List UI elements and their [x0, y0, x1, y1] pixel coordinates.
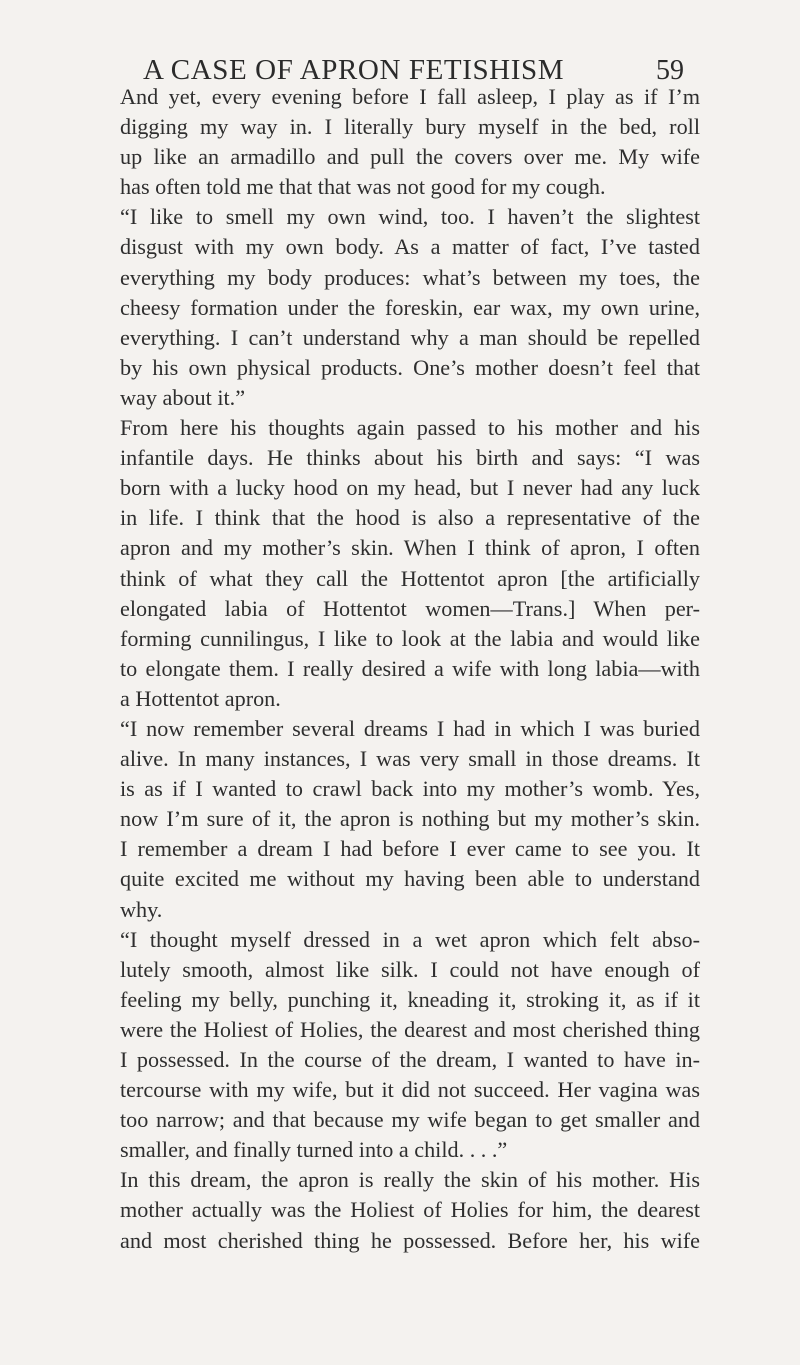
text-line: From here his thoughts again passed to his mother and his	[120, 415, 700, 441]
text-line: elongated labia of Hottentot women—Trans.] When per-	[120, 595, 700, 621]
text-line: alive. In many instances, I was very small in those dreams. It	[120, 746, 700, 772]
text-line: I possessed. In the course of the dream, I wanted to have in-	[120, 1047, 700, 1072]
text-line: everything my body produces: what’s between my toes, the	[120, 264, 700, 290]
running-title: A CASE OF APRON FETISHISM	[143, 54, 565, 86]
text-line: “I thought myself dressed in a wet apron which felt abso-	[120, 926, 700, 952]
body-text	[120, 82, 700, 1256]
text-line: has often told me that that was not good for my cough.	[120, 174, 606, 200]
text-line: were the Holiest of Holies, the dearest and most cherished thing	[120, 1016, 700, 1042]
text-line: “I like to smell my own wind, too. I haven’t the slightest	[120, 204, 700, 230]
text-line: up like an armadillo and pull the covers over me. My wife	[120, 144, 700, 170]
text-line: now I’m sure of it, the apron is nothing but my mother’s skin.	[120, 806, 700, 832]
text-line: is as if I wanted to crawl back into my mother’s womb. Yes,	[120, 776, 700, 802]
text-line: way about it.”	[120, 384, 246, 410]
paragraph	[120, 925, 700, 1166]
text-line: lutely smooth, almost like silk. I could not have enough of	[120, 956, 700, 982]
text-line: In this dream, the apron is really the skin of his mother. His	[120, 1167, 700, 1193]
text-line: born with a lucky hood on my head, but I never had any luck	[120, 475, 700, 501]
text-line: to elongate them. I really desired a wife with long labia—with	[120, 655, 700, 681]
paragraph	[120, 1165, 700, 1255]
text-line: apron and my mother’s skin. When I think of apron, I often	[120, 535, 700, 561]
text-line: mother actually was the Holiest of Holies for him, the dearest	[120, 1197, 700, 1223]
text-line: infantile days. He thinks about his birth and says: “I was	[120, 445, 700, 471]
text-line: everything. I can’t understand why a man should be repelled	[120, 324, 700, 350]
text-line: forming cunnilingus, I like to look at the labia and would like	[120, 625, 700, 651]
text-line: and most cherished thing he possessed. Before her, his wife	[120, 1227, 700, 1253]
text-line: by his own physical products. One’s mother doesn’t feel that	[120, 354, 700, 380]
paragraph	[120, 413, 700, 714]
text-line: think of what they call the Hottentot apron [the artificially	[120, 565, 700, 591]
text-line: cheesy formation under the foreskin, ear wax, my own urine,	[120, 294, 700, 320]
text-line: I remember a dream I had before I ever came to see you. It	[120, 836, 700, 862]
text-line: disgust with my own body. As a matter of fact, I’ve tasted	[120, 234, 700, 260]
page-number: 59	[656, 55, 684, 86]
text-line: smaller, and finally turned into a child. . . .”	[120, 1137, 508, 1163]
text-line: tercourse with my wife, but it did not succeed. Her vagina was	[120, 1077, 700, 1103]
text-line: a Hottentot apron.	[120, 685, 281, 711]
text-line: too narrow; and that because my wife began to get smaller and	[120, 1107, 700, 1133]
text-line: digging my way in. I literally bury myself in the bed, roll	[120, 114, 700, 140]
paragraph	[120, 202, 700, 413]
text-line: And yet, every evening before I fall asleep, I play as if I’m	[120, 84, 700, 109]
text-line: in life. I think that the hood is also a representative of the	[120, 505, 700, 531]
text-line: quite excited me without my having been able to understand	[120, 866, 700, 892]
paragraph	[120, 82, 700, 202]
text-line: feeling my belly, punching it, kneading it, stroking it, as if it	[120, 986, 700, 1012]
paragraph	[120, 714, 700, 925]
text-line: why.	[120, 896, 163, 922]
text-line: “I now remember several dreams I had in which I was buried	[120, 715, 700, 741]
